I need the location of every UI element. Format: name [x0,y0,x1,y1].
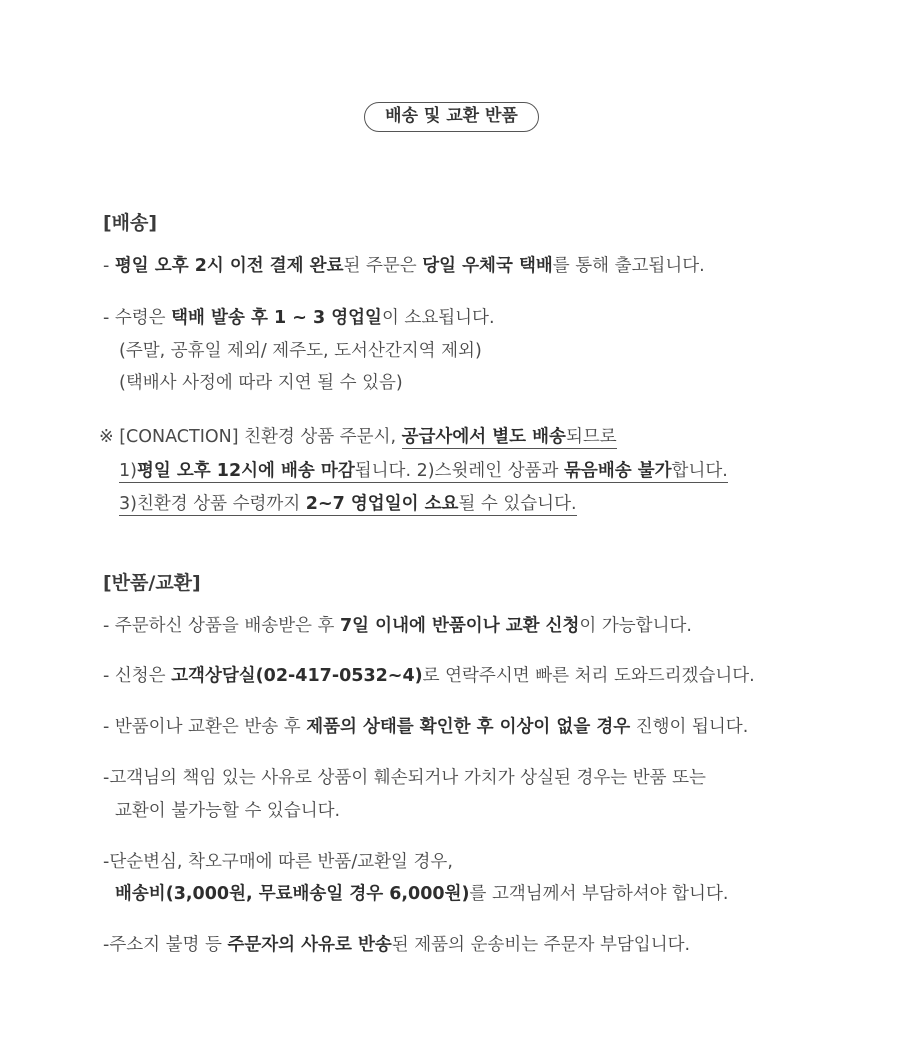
returns-line-3: - 반품이나 교환은 반송 후 제품의 상태를 확인한 후 이상이 없을 경우 진행이 됩니다. [103,717,749,737]
shipping-heading: [배송] [103,212,158,234]
returns-line-2: - 신청은 고객상담실(02-417-0532~4)로 연락주시면 빠른 처리 도와드리겠습니다. [103,666,755,686]
returns-heading: [반품/교환] [103,572,201,594]
shipping-line-2: - 수령은 택배 발송 후 1 ~ 3 영업일이 소요됩니다. [103,308,495,328]
shipping-line-1: - 평일 오후 2시 이전 결제 완료된 주문은 당일 우체국 택배를 통해 출고됩니다. [103,256,705,276]
shipping-line-3: (주말, 공휴일 제외/ 제주도, 도서산간지역 제외) [119,341,482,361]
returns-line-4b: 교환이 불가능할 수 있습니다. [115,801,341,821]
returns-line-5b: 배송비(3,000원, 무료배송일 경우 6,000원)를 고객님께서 부담하셔야 합니다. [115,884,729,904]
returns-line-4a: -고객님의 책임 있는 사유로 상품이 훼손되거나 가치가 상실된 경우는 반품 또는 [103,768,706,788]
conaction-note-3: 3)친환경 상품 수령까지 2~7 영업일이 소요될 수 있습니다. [119,494,577,514]
conaction-note-2: 1)평일 오후 12시에 배송 마감됩니다. 2)스윗레인 상품과 묶음배송 불가합니다. [119,461,728,481]
returns-line-1: - 주문하신 상품을 배송받은 후 7일 이내에 반품이나 교환 신청이 가능합니다. [103,616,692,636]
section-title: 배송 및 교환 반품 [364,102,539,132]
conaction-note-1: ※ [CONACTION] 친환경 상품 주문시, 공급사에서 별도 배송되므로 [99,427,617,447]
shipping-line-4: (택배사 사정에 따라 지연 될 수 있음) [119,373,403,393]
returns-line-5a: -단순변심, 착오구매에 따른 반품/교환일 경우, [103,852,453,872]
returns-line-6: -주소지 불명 등 주문자의 사유로 반송된 제품의 운송비는 주문자 부담입니다. [103,935,691,955]
